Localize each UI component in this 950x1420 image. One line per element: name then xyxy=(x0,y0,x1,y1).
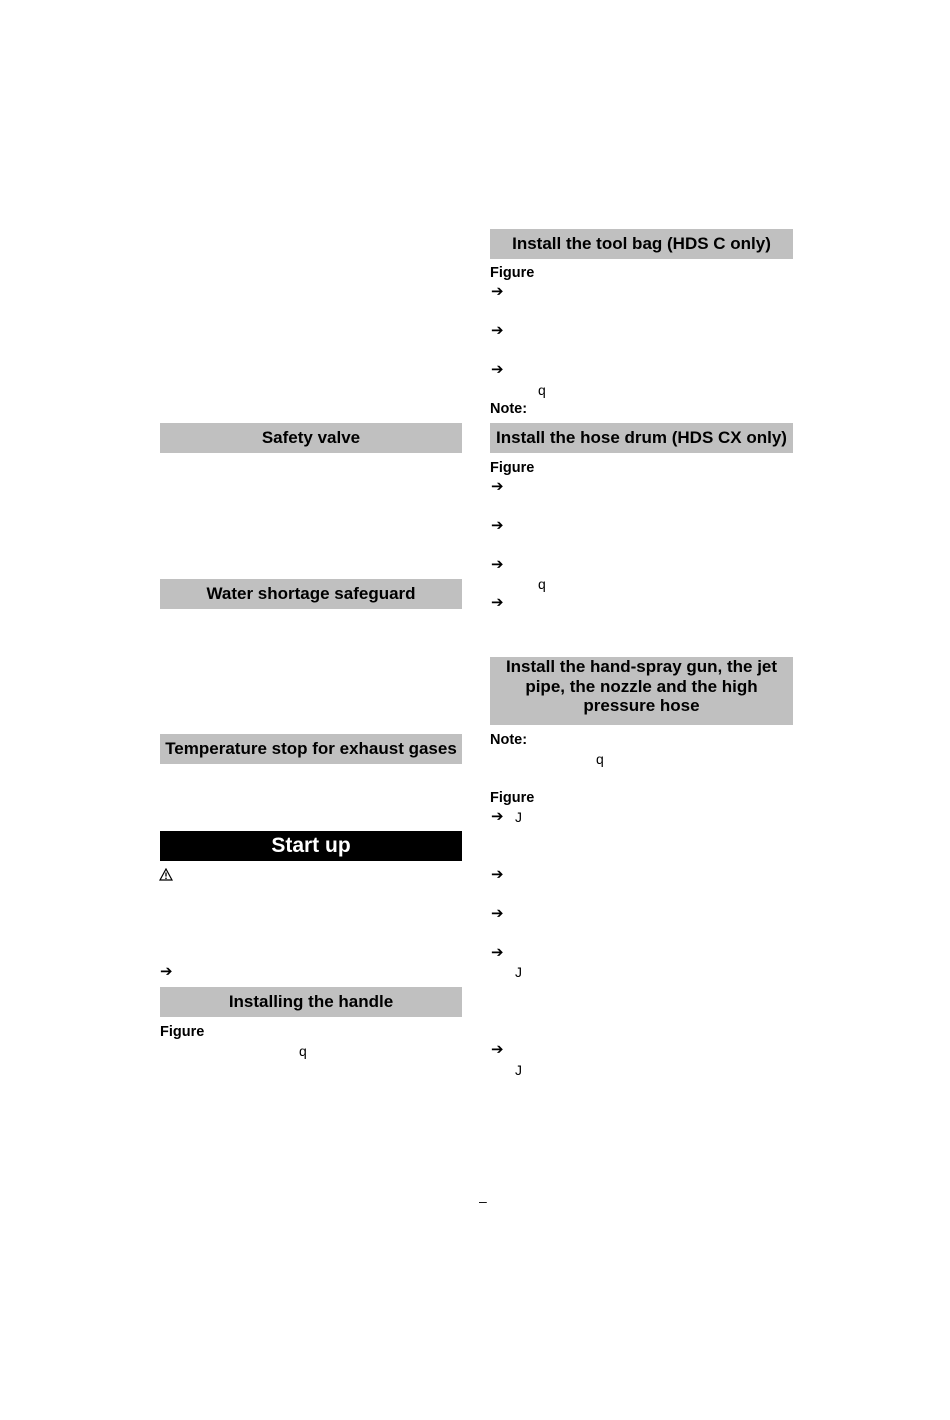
chapter-heading-start-up: Start up xyxy=(160,831,462,861)
warning-triangle-icon xyxy=(159,868,173,886)
section-heading-water-shortage: Water shortage safeguard xyxy=(160,579,462,609)
section-heading-installing-handle: Installing the handle xyxy=(160,987,462,1017)
section-heading-tool-bag: Install the tool bag (HDS C only) xyxy=(490,229,793,259)
arrow-right-icon: ➔ xyxy=(491,283,504,300)
arrow-right-icon: ➔ xyxy=(491,594,504,611)
arrow-right-icon: ➔ xyxy=(491,322,504,339)
figure-label: Figure xyxy=(490,460,535,476)
section-heading-hose-drum: Install the hose drum (HDS CX only) xyxy=(490,423,793,453)
arrow-right-icon: ➔ xyxy=(491,1041,504,1058)
q-glyph: q xyxy=(538,382,546,398)
arrow-right-icon: ➔ xyxy=(491,866,504,883)
section-heading-temperature-stop: Temperature stop for exhaust gases xyxy=(160,734,462,764)
figure-label: Figure xyxy=(490,265,535,281)
figure-label: Figure xyxy=(490,790,535,806)
arrow-right-icon: ➔ xyxy=(491,478,504,495)
section-heading-hand-spray-gun: Install the hand-spray gun, the jet pipe, the nozzle and the high pressure hose xyxy=(490,657,793,725)
q-glyph: q xyxy=(596,751,604,767)
arrow-right-icon: ➔ xyxy=(491,944,504,961)
arrow-right-icon: ➔ xyxy=(491,808,504,825)
page-number-mark: – xyxy=(479,1193,487,1209)
arrow-right-icon: ➔ xyxy=(491,905,504,922)
note-label: Note: xyxy=(490,401,528,417)
j-glyph: J xyxy=(515,1062,522,1078)
figure-label: Figure xyxy=(160,1024,205,1040)
arrow-right-icon: ➔ xyxy=(160,963,173,980)
section-heading-safety-valve: Safety valve xyxy=(160,423,462,453)
q-glyph: q xyxy=(299,1043,307,1059)
arrow-right-icon: ➔ xyxy=(491,556,504,573)
note-label: Note: xyxy=(490,732,528,748)
arrow-right-icon: ➔ xyxy=(491,517,504,534)
j-glyph: J xyxy=(515,964,522,980)
j-glyph: J xyxy=(515,809,522,825)
arrow-right-icon: ➔ xyxy=(491,361,504,378)
q-glyph: q xyxy=(538,576,546,592)
